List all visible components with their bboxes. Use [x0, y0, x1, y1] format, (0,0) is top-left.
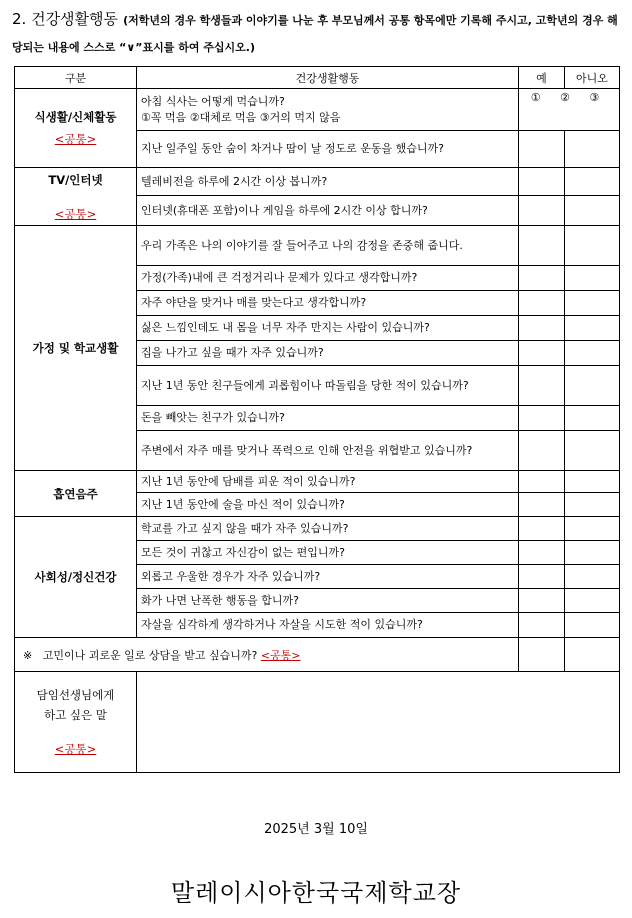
question-text: 돈을 빼앗는 친구가 있습니까?: [137, 406, 519, 431]
answer-yes-cell[interactable]: [519, 316, 565, 341]
question-text: 지난 1년 동안 친구들에게 괴롭힘이나 따돌림을 당한 적이 있습니까?: [137, 366, 519, 406]
common-tag: <공통>: [260, 648, 301, 662]
question-text: 우리 가족은 나의 이야기를 잘 들어주고 나의 감정을 존중해 줍니다.: [137, 226, 519, 266]
question-text: 학교를 가고 싶지 않을 때가 자주 있습니까?: [137, 517, 519, 541]
question-text: 화가 나면 난폭한 행동을 합니까?: [137, 589, 519, 613]
table-row: [15, 471, 620, 493]
question-text: 자주 야단을 맞거나 매를 맞는다고 생각합니까?: [137, 291, 519, 316]
table-row: [15, 517, 620, 541]
answer-yes-cell[interactable]: [519, 638, 565, 672]
question-text: 싫은 느낌인데도 내 몸을 너무 자주 만지는 사람이 있습니까?: [137, 316, 519, 341]
category-smoke: [15, 471, 137, 517]
memo-row: [15, 672, 620, 773]
answer-no-cell[interactable]: [565, 291, 620, 316]
category-label: 사회성/정신건강: [34, 570, 117, 584]
answer-yes-cell[interactable]: [519, 266, 565, 291]
answer-yes-cell[interactable]: [519, 431, 565, 471]
section-heading: [12, 6, 624, 60]
document-date: 2025년 3월 10일: [264, 822, 368, 837]
answer-yes-cell[interactable]: [519, 517, 565, 541]
note-text: 고민이나 괴로운 일로 상담을 받고 싶습니까?: [42, 648, 258, 662]
category-meal: [15, 89, 137, 168]
answer-no-cell[interactable]: [565, 316, 620, 341]
common-tag: <공통>: [54, 742, 97, 756]
question-text: 인터넷(휴대폰 포함)이나 게임을 하루에 2시간 이상 합니까?: [137, 196, 519, 226]
category-label: 흡연음주: [53, 486, 98, 501]
answer-yes-cell[interactable]: [519, 613, 565, 638]
school-signature: 말레이시아한국국제학교장: [170, 879, 462, 907]
memo-label-line2: 하고 싶은 말: [44, 708, 107, 722]
answer-no-cell[interactable]: [565, 196, 620, 226]
memo-input-area[interactable]: [137, 672, 620, 773]
answer-yes-cell[interactable]: [519, 471, 565, 493]
table-row: [15, 168, 620, 196]
answer-no-cell[interactable]: [565, 589, 620, 613]
answer-yes-cell[interactable]: [519, 131, 565, 168]
category-label: 가정 및 학교생활: [32, 341, 119, 355]
answer-yes-cell[interactable]: [519, 196, 565, 226]
answer-no-cell[interactable]: [565, 613, 620, 638]
header-no: 아니오: [565, 67, 620, 89]
answer-no-cell[interactable]: [565, 541, 620, 565]
memo-label: [15, 672, 137, 773]
section-title: 2. 건강생활행동: [12, 10, 119, 28]
header-behavior: 건강생활행동: [137, 67, 519, 89]
health-behavior-table: [14, 66, 620, 773]
answer-yes-cell[interactable]: [519, 565, 565, 589]
common-tag: <공통>: [54, 206, 97, 221]
memo-label-line1: 담임선생님에게: [36, 688, 115, 702]
answer-yes-cell[interactable]: [519, 541, 565, 565]
header-yes: 예: [519, 67, 565, 89]
question-text: 텔레비전을 하루에 2시간 이상 봅니까?: [137, 168, 519, 196]
answer-yes-cell[interactable]: [519, 406, 565, 431]
answer-options-cell[interactable]: ① ② ③: [519, 89, 620, 131]
question-text: 자살을 심각하게 생각하거나 자살을 시도한 적이 있습니까?: [137, 613, 519, 638]
category-social: [15, 517, 137, 638]
answer-no-cell[interactable]: [565, 471, 620, 493]
answer-no-cell[interactable]: [565, 431, 620, 471]
answer-no-cell[interactable]: [565, 131, 620, 168]
category-label: 식생활/신체활동: [34, 110, 117, 124]
category-home: [15, 226, 137, 471]
category-tv: [15, 168, 137, 226]
question-cell: [137, 89, 519, 131]
answer-yes-cell[interactable]: [519, 226, 565, 266]
answer-no-cell[interactable]: [565, 565, 620, 589]
note-mark: ※: [23, 648, 33, 662]
answer-yes-cell[interactable]: [519, 291, 565, 316]
counseling-row: [15, 638, 620, 672]
answer-yes-cell[interactable]: [519, 589, 565, 613]
question-text: 아침 식사는 어떻게 먹습니까?: [141, 94, 285, 108]
counseling-question: [15, 638, 519, 672]
answer-no-cell[interactable]: [565, 168, 620, 196]
question-text: 가정(가족)내에 큰 걱정거리나 문제가 있다고 생각합니까?: [137, 266, 519, 291]
answer-no-cell[interactable]: [565, 406, 620, 431]
answer-no-cell[interactable]: [565, 226, 620, 266]
answer-yes-cell[interactable]: [519, 341, 565, 366]
question-text: 집을 나가고 싶을 때가 자주 있습니까?: [137, 341, 519, 366]
table-row: [15, 226, 620, 266]
question-text: 지난 일주일 동안 숨이 차거나 땀이 날 정도로 운동을 했습니까?: [137, 131, 519, 168]
answer-no-cell[interactable]: [565, 638, 620, 672]
section-instruction: (저학년의 경우 학생들과 이야기를 나눈 후 부모님께서 공통 항목에만 기록해 주시고, 고학년의 경우 해당되는 내용에 스스로 “∨”표시를 하여 주십시오.): [12, 14, 618, 54]
answer-yes-cell[interactable]: [519, 366, 565, 406]
answer-no-cell[interactable]: [565, 493, 620, 517]
question-text: 모든 것이 귀찮고 자신감이 없는 편입니까?: [137, 541, 519, 565]
common-tag: <공통>: [54, 132, 97, 146]
answer-no-cell[interactable]: [565, 266, 620, 291]
question-text: 지난 1년 동안에 술을 마신 적이 있습니까?: [137, 493, 519, 517]
question-text: 지난 1년 동안에 담배를 피운 적이 있습니까?: [137, 471, 519, 493]
answer-yes-cell[interactable]: [519, 493, 565, 517]
header-row: [15, 67, 620, 89]
question-text: 주변에서 자주 매를 맞거나 폭력으로 인해 안전을 위협받고 있습니까?: [137, 431, 519, 471]
answer-no-cell[interactable]: [565, 366, 620, 406]
header-category: 구분: [15, 67, 137, 89]
question-options: ①꼭 먹음 ②대체로 먹음 ③거의 먹지 않음: [141, 110, 341, 124]
answer-no-cell[interactable]: [565, 517, 620, 541]
answer-no-cell[interactable]: [565, 341, 620, 366]
category-label: TV/인터넷: [48, 172, 103, 187]
question-text: 외롭고 우울한 경우가 자주 있습니까?: [137, 565, 519, 589]
table-row: [15, 89, 620, 131]
answer-yes-cell[interactable]: [519, 168, 565, 196]
